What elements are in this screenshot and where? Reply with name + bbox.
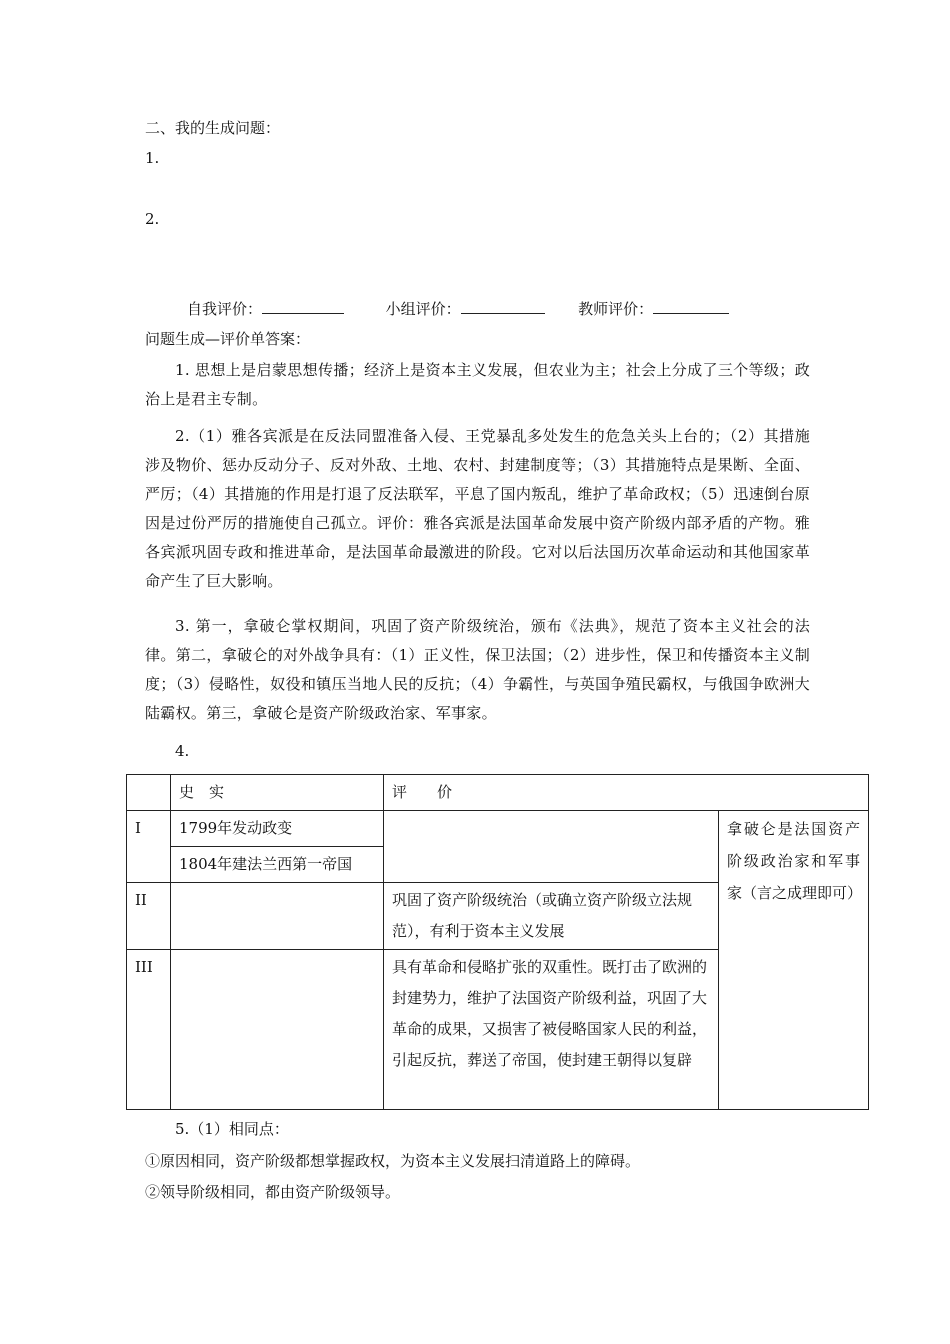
row2-fact — [171, 883, 384, 950]
table-header-row — [127, 775, 869, 811]
answer-3: 3. 第一，拿破仑掌权期间，巩固了资产阶级统治，颁布《法典》，规范了资本主义社会的法律。第二，拿破仑的对外战争具有：（1）正义性，保卫法国；（2）进步性，保卫和传播资本主义制度；（3）侵略性，奴役和镇压当地人民的反抗；（4）争霸性，与英国争殖民霸权，与俄国争欧洲大陆霸权。第三，拿破仑是资产阶级政治家、军事家。 — [145, 617, 810, 722]
answers-title: 问题生成—评价单答案： — [145, 330, 311, 348]
row3-eval: 具有革命和侵略扩张的双重性。既打击了欧洲的封建势力，维护了法国资产阶级利益，巩固了大革命的成果，又损害了被侵略国家人民的利益，引起反抗，葬送了帝国，使封建王朝得以复辟 — [384, 950, 719, 1110]
teacher-eval-blank[interactable] — [653, 299, 729, 314]
question-1-number: 1. — [145, 149, 160, 167]
self-eval-label: 自我评价： — [187, 300, 263, 318]
teacher-eval-label: 教师评价： — [578, 300, 654, 318]
row1-fact-a: 1799年发动政变 — [171, 811, 384, 847]
napoleon-eval-cell: 拿破仑是法国资产阶级政治家和军事家（言之成理即可） — [719, 811, 869, 1110]
row3-label: III — [127, 950, 171, 1110]
self-eval-blank[interactable] — [262, 299, 344, 314]
table-header-fact: 史 实 — [171, 775, 384, 811]
row1-label: I — [127, 811, 171, 883]
group-eval-blank[interactable] — [461, 299, 545, 314]
row3-fact — [171, 950, 384, 1110]
answer-5-title: 5.（1）相同点： — [175, 1120, 289, 1138]
table-header-empty — [127, 775, 171, 811]
answer-1: 1. 思想上是启蒙思想传播；经济上是资本主义发展，但农业为主；社会上分成了三个等级；政治上是君主专制。 — [145, 361, 810, 408]
answer-4-number: 4. — [175, 742, 190, 760]
answer-5-point-2: ②领导阶级相同，都由资产阶级领导。 — [145, 1183, 401, 1201]
row1-fact-b: 1804年建法兰西第一帝国 — [171, 847, 384, 883]
answer-4-table — [126, 774, 869, 1110]
question-2-number: 2. — [145, 210, 160, 228]
row2-eval: 巩固了资产阶级统治（或确立资产阶级立法规范），有利于资本主义发展 — [384, 883, 719, 950]
answer-5-point-1: ①原因相同，资产阶级都想掌握政权，为资本主义发展扫清道路上的障碍。 — [145, 1152, 641, 1170]
row2-label: II — [127, 883, 171, 950]
section-heading: 二、我的生成问题： — [145, 119, 281, 137]
answer-2: 2.（1）雅各宾派是在反法同盟准备入侵、王党暴乱多处发生的危急关头上台的；（2）其措施涉及物价、惩办反动分子、反对外敌、土地、农村、封建制度等；（3）其措施特点是果断、全面、严厉；（4）其措施的作用是打退了反法联军，平息了国内叛乱，维护了革命政权；（5）迅速倒台原因是过份严厉的措施使自己孤立。评价：雅各宾派是法国革命发展中资产阶级内部矛盾的产物。雅各宾派巩固专政和推进革命，是法国革命最激进的阶段。它对以后法国历次革命运动和其他国家革命产生了巨大影响。 — [145, 427, 810, 590]
row1-eval — [384, 811, 719, 883]
group-eval-label: 小组评价： — [385, 300, 461, 318]
evaluation-row — [187, 298, 729, 319]
table-row — [127, 811, 869, 847]
table-header-eval: 评 价 — [384, 775, 869, 811]
